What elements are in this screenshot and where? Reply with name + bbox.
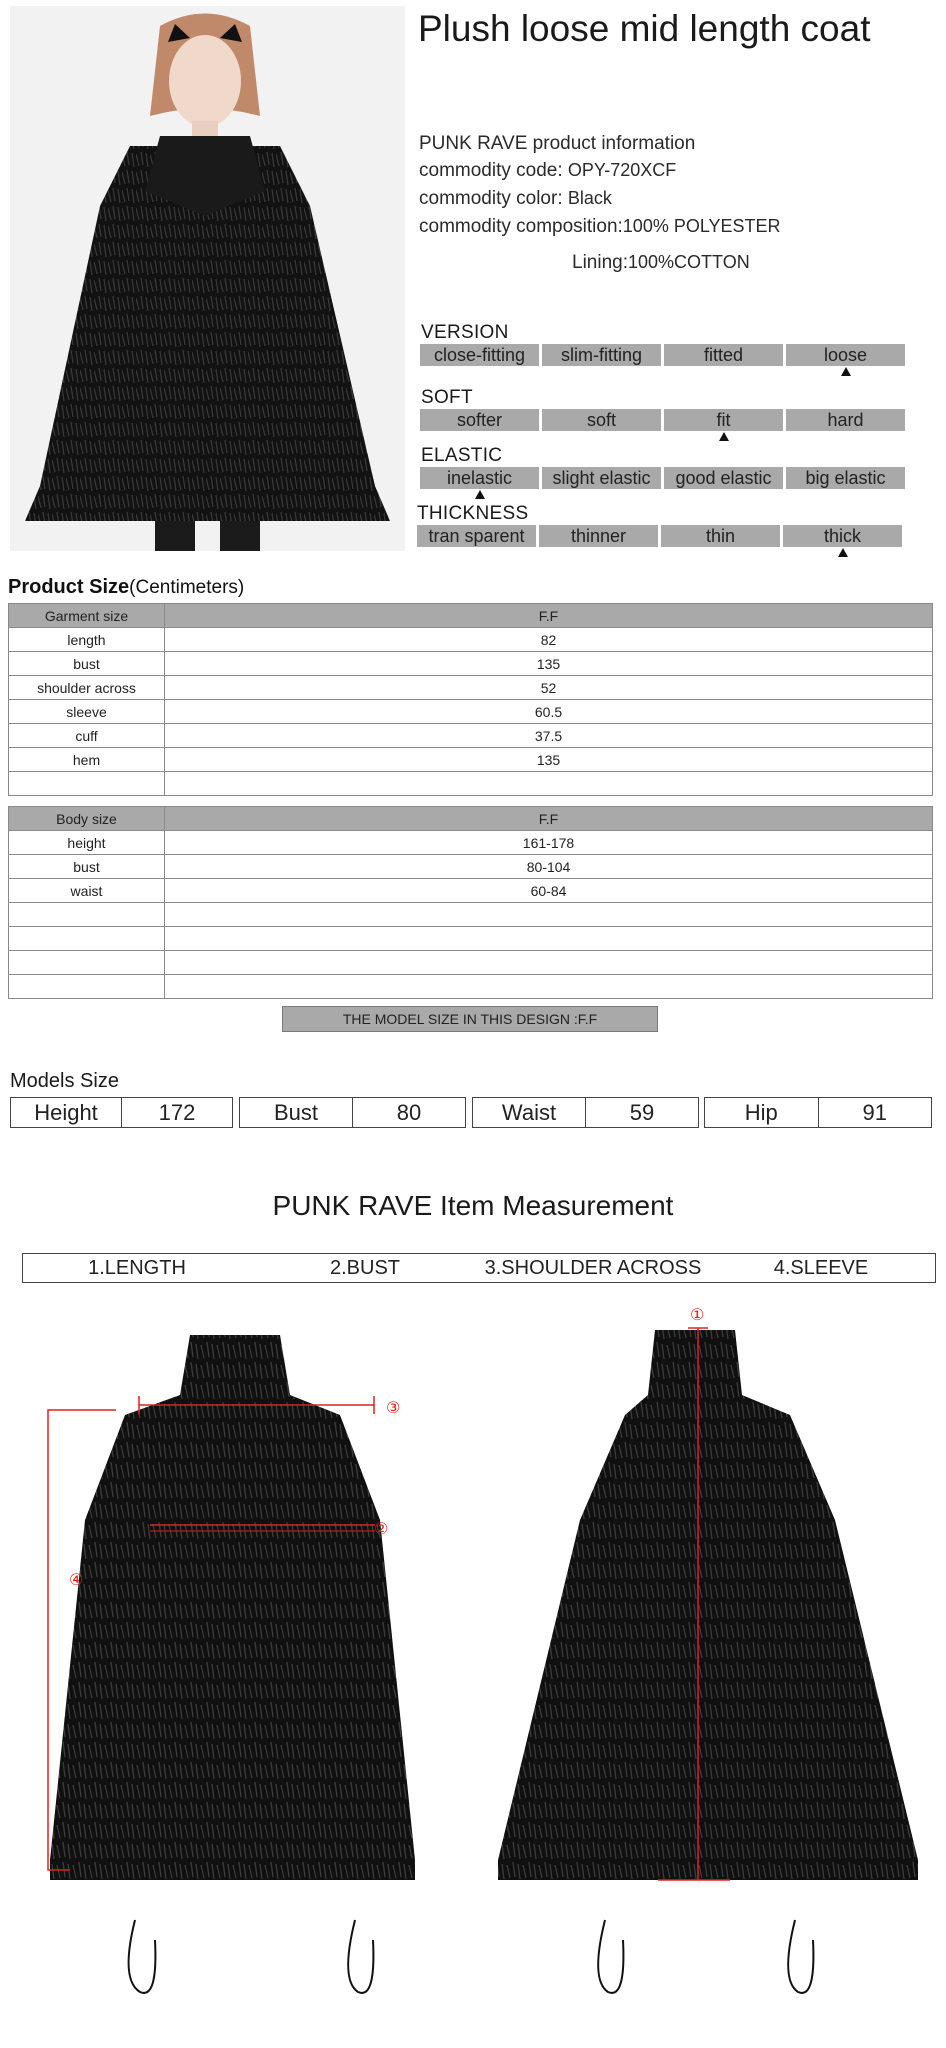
table-cell: sleeve bbox=[9, 700, 165, 724]
thickness-label: THICKNESS bbox=[417, 503, 529, 524]
table-cell bbox=[9, 903, 165, 927]
table-header-cell: Body size bbox=[9, 807, 165, 831]
table-cell bbox=[9, 772, 165, 796]
model-size-note: THE MODEL SIZE IN THIS DESIGN :F.F bbox=[282, 1006, 658, 1032]
soft-label: SOFT bbox=[421, 387, 473, 408]
model-measure-label: Waist bbox=[501, 1100, 557, 1125]
table-cell bbox=[165, 772, 933, 796]
models-size-title: Models Size bbox=[10, 1070, 119, 1092]
front-coat-shape bbox=[50, 1335, 415, 1880]
elastic-option: big elastic bbox=[786, 467, 905, 489]
back-coat-shape bbox=[498, 1330, 918, 1880]
soft-option: hard bbox=[786, 409, 905, 431]
product-title: Plush loose mid length coat bbox=[418, 8, 871, 49]
table-row bbox=[9, 724, 933, 748]
table-header-cell: Garment size bbox=[9, 604, 165, 628]
table-cell: bust bbox=[9, 652, 165, 676]
elastic-option-label: inelastic bbox=[446, 468, 513, 488]
soft-scale bbox=[420, 409, 905, 431]
version-option-selected bbox=[786, 344, 905, 366]
measurement-item: 1.LENGTH bbox=[88, 1257, 186, 1279]
table-cell bbox=[165, 951, 933, 975]
table-cell bbox=[9, 951, 165, 975]
model-measure-value: 172 bbox=[121, 1098, 232, 1127]
table-row-empty bbox=[9, 975, 933, 999]
model-bust-box bbox=[239, 1097, 466, 1128]
selected-marker-icon bbox=[838, 548, 848, 557]
model-measure-value: 91 bbox=[818, 1098, 932, 1127]
selected-marker-icon bbox=[475, 490, 485, 499]
table-cell: 60-84 bbox=[165, 879, 933, 903]
thickness-option-label: thick bbox=[823, 526, 861, 546]
table-header-row bbox=[9, 604, 933, 628]
table-cell: 135 bbox=[165, 652, 933, 676]
commodity-composition-value: 100% POLYESTER bbox=[622, 216, 781, 236]
model-hip-box bbox=[704, 1097, 932, 1128]
product-size-unit: (Centimeters) bbox=[129, 577, 245, 598]
elastic-scale bbox=[420, 467, 905, 489]
commodity-composition-label: commodity composition: bbox=[419, 216, 623, 237]
product-size-title bbox=[8, 576, 244, 599]
version-label: VERSION bbox=[421, 322, 509, 343]
table-cell: hem bbox=[9, 748, 165, 772]
table-row bbox=[9, 628, 933, 652]
measurement-item: 3.SHOULDER ACROSS bbox=[484, 1257, 702, 1279]
version-option: fitted bbox=[664, 344, 783, 366]
measurement-legend bbox=[22, 1253, 936, 1283]
commodity-color-label: commodity color: bbox=[419, 188, 563, 209]
thickness-option: tran sparent bbox=[417, 525, 536, 547]
model-measure-label: Height bbox=[34, 1100, 98, 1125]
version-scale bbox=[420, 344, 905, 366]
model-measure-label: Hip bbox=[744, 1100, 778, 1125]
table-header-row bbox=[9, 807, 933, 831]
table-row-empty bbox=[9, 772, 933, 796]
table-cell: bust bbox=[9, 855, 165, 879]
garment-front-diagram bbox=[40, 1320, 420, 2010]
model-waist-box bbox=[472, 1097, 699, 1128]
thickness-scale bbox=[417, 525, 902, 547]
table-cell: length bbox=[9, 628, 165, 652]
garment-back-diagram bbox=[490, 1300, 930, 2010]
thickness-option: thinner bbox=[539, 525, 658, 547]
version-option: slim-fitting bbox=[542, 344, 661, 366]
table-cell: height bbox=[9, 831, 165, 855]
marker-4-label: ④ bbox=[69, 1572, 84, 1589]
elastic-label: ELASTIC bbox=[421, 445, 503, 466]
thickness-option-selected bbox=[783, 525, 902, 547]
table-cell: shoulder across bbox=[9, 676, 165, 700]
version-option-label: loose bbox=[823, 345, 868, 365]
table-row bbox=[9, 676, 933, 700]
model-measure-value: 80 bbox=[352, 1098, 465, 1127]
model-measure-value: 59 bbox=[585, 1098, 698, 1127]
drawstring-icon bbox=[598, 1920, 623, 1993]
table-cell bbox=[165, 975, 933, 999]
model-height-box bbox=[10, 1097, 233, 1128]
marker-2-label: ② bbox=[374, 1521, 389, 1538]
lining-value: 100%COTTON bbox=[628, 252, 750, 272]
commodity-color-value: Black bbox=[567, 188, 612, 208]
table-cell: 161-178 bbox=[165, 831, 933, 855]
table-row-empty bbox=[9, 927, 933, 951]
table-cell: 60.5 bbox=[165, 700, 933, 724]
table-cell bbox=[9, 975, 165, 999]
table-cell: waist bbox=[9, 879, 165, 903]
thickness-option: thin bbox=[661, 525, 780, 547]
model-photo bbox=[10, 6, 405, 551]
table-row bbox=[9, 652, 933, 676]
body-size-table bbox=[8, 806, 933, 999]
measurement-item: 4.SLEEVE bbox=[773, 1257, 869, 1279]
selected-marker-icon bbox=[841, 367, 851, 376]
garment-size-table bbox=[8, 603, 933, 796]
soft-option: soft bbox=[542, 409, 661, 431]
table-cell: 135 bbox=[165, 748, 933, 772]
table-header-cell: F.F bbox=[165, 604, 933, 628]
soft-option-selected bbox=[664, 409, 783, 431]
drawstring-icon bbox=[129, 1920, 156, 1993]
elastic-option-selected bbox=[420, 467, 539, 489]
soft-option-label: fit bbox=[716, 410, 731, 430]
drawstring-icon bbox=[348, 1920, 373, 1993]
table-cell bbox=[165, 927, 933, 951]
lining-label: Lining: bbox=[572, 252, 628, 273]
table-cell: 37.5 bbox=[165, 724, 933, 748]
table-row bbox=[9, 700, 933, 724]
marker-3-label: ③ bbox=[386, 1400, 401, 1417]
version-option: close-fitting bbox=[420, 344, 539, 366]
measurement-item: 2.BUST bbox=[329, 1257, 401, 1279]
lining-row bbox=[572, 252, 750, 274]
info-heading: PUNK RAVE product information bbox=[419, 133, 696, 154]
table-header-cell: F.F bbox=[165, 807, 933, 831]
table-row-empty bbox=[9, 951, 933, 975]
commodity-color-row bbox=[419, 188, 612, 210]
commodity-code-label: commodity code: bbox=[419, 160, 563, 181]
drawstring-icon bbox=[788, 1920, 813, 1993]
table-cell: 80-104 bbox=[165, 855, 933, 879]
commodity-code-row bbox=[419, 160, 676, 182]
elastic-option: good elastic bbox=[664, 467, 783, 489]
table-cell bbox=[165, 903, 933, 927]
marker-1-label: ① bbox=[690, 1307, 705, 1324]
table-row bbox=[9, 855, 933, 879]
table-row bbox=[9, 879, 933, 903]
commodity-code-value: OPY-720XCF bbox=[567, 160, 677, 180]
elastic-option: slight elastic bbox=[542, 467, 661, 489]
measurement-title: PUNK RAVE Item Measurement bbox=[272, 1190, 674, 1221]
table-row bbox=[9, 831, 933, 855]
table-cell: cuff bbox=[9, 724, 165, 748]
soft-option: softer bbox=[420, 409, 539, 431]
table-row bbox=[9, 748, 933, 772]
table-cell: 82 bbox=[165, 628, 933, 652]
table-row-empty bbox=[9, 903, 933, 927]
model-measure-label: Bust bbox=[273, 1100, 319, 1125]
table-cell: 52 bbox=[165, 676, 933, 700]
table-cell bbox=[9, 927, 165, 951]
product-size-label: Product Size bbox=[8, 576, 130, 598]
commodity-composition-row bbox=[419, 216, 781, 238]
selected-marker-icon bbox=[719, 432, 729, 441]
